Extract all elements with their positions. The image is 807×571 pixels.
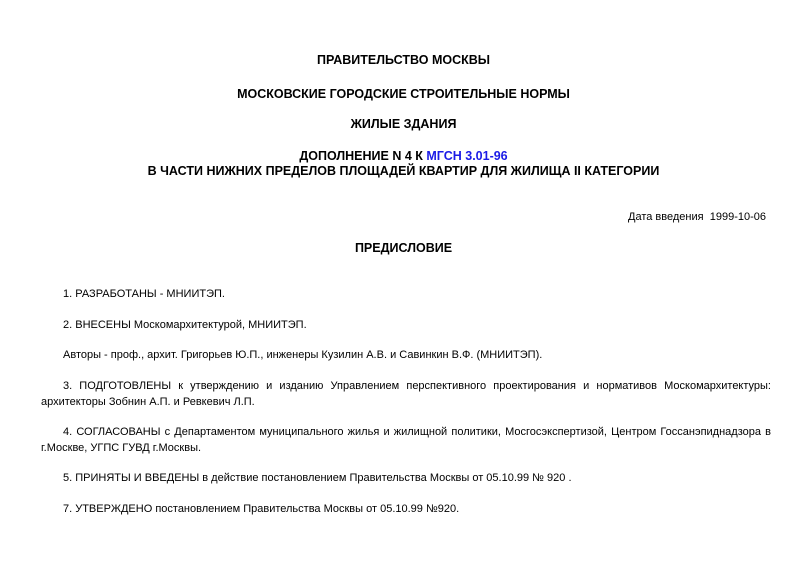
addendum-heading [0, 149, 807, 164]
subject-heading: ЖИЛЫЕ ЗДАНИЯ [350, 117, 457, 131]
paragraph-1: 1. РАЗРАБОТАНЫ - МНИИТЭП. [63, 288, 225, 300]
mgsn-link[interactable]: МГСН 3.01-96 [426, 149, 508, 163]
intro-date-label: Дата введения [628, 211, 704, 223]
intro-date [628, 210, 766, 224]
paragraph-authors: Авторы - проф., архит. Григорьев Ю.П., инженеры Кузилин А.В. и Савинкин В.Ф. (МНИИТЭП). [63, 349, 543, 361]
paragraph-7: 7. УТВЕРЖДЕНО постановлением Правительства Москвы от 05.10.99 №920. [63, 503, 460, 515]
intro-date-value: 1999-10-06 [709, 211, 766, 223]
paragraph-2: 2. ВНЕСЕНЫ Москомархитектурой, МНИИТЭП. [63, 319, 307, 331]
preface-title: ПРЕДИСЛОВИЕ [354, 241, 453, 255]
paragraph-5: 5. ПРИНЯТЫ И ВВЕДЕНЫ в действие постановлением Правительства Москвы от 05.10.99 № 920 . [63, 472, 572, 484]
addendum-scope-heading: В ЧАСТИ НИЖНИХ ПРЕДЕЛОВ ПЛОЩАДЕЙ КВАРТИР ДЛЯ ЖИЛИЩА II КАТЕГОРИИ [147, 164, 660, 178]
norms-heading: МОСКОВСКИЕ ГОРОДСКИЕ СТРОИТЕЛЬНЫЕ НОРМЫ [237, 87, 570, 101]
paragraph-3: 3. ПОДГОТОВЛЕНЫ к утверждению и изданию Управлением перспективного проектирования и нормативов Москомархитектуры: архитекторы Зобнин А.П. и Ревкевич Л.П. [41, 380, 771, 408]
government-heading: ПРАВИТЕЛЬСТВО МОСКВЫ [317, 53, 490, 67]
paragraph-4: 4. СОГЛАСОВАНЫ с Департаментом муниципального жилья и жилищной политики, Мосгосэкспертизой, Центром Госсанэпиднадзора в г.Москве, УГПС ГУВД г.Москвы. [41, 426, 771, 454]
addendum-prefix: ДОПОЛНЕНИЕ N 4 К [299, 149, 427, 163]
